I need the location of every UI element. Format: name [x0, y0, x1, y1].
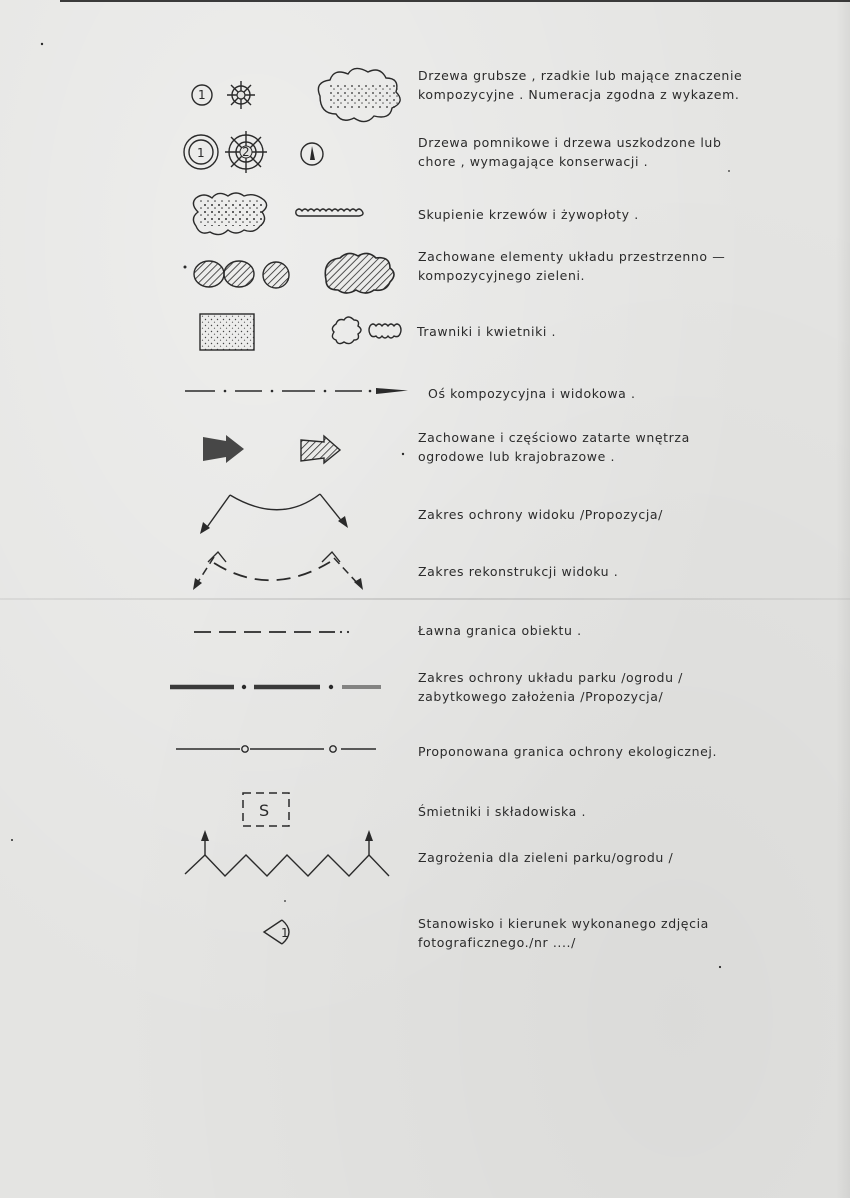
legend-text-ecological-boundary: Proponowana granica ochrony ekologicznej. — [418, 744, 718, 759]
legend-text-monument-trees: Drzewa pomnikowe i drzewa uszkodzone lub chore , wymagające konserwacji . — [418, 135, 722, 169]
dash-dot-arrow-icon — [185, 388, 408, 394]
dump-letter-label: S — [259, 801, 270, 820]
scan-speck — [11, 839, 13, 841]
legend-text-park-protection: Zakres ochrony układu parku /ogrodu / zabytkowego założenia /Propozycja/ — [418, 670, 683, 704]
legend-text-axis: Oś kompozycyjna i widokowa . — [428, 386, 636, 401]
thick-dash-dot-line-icon — [170, 685, 381, 689]
legend-text-shrubs-hedges: Skupienie krzewów i żywopłoty . — [418, 207, 639, 222]
legend-text-photo-position: Stanowisko i kierunek wykonanego zdjęcia fotograficznego./nr ..../ — [418, 916, 709, 950]
damaged-number-label: 2 — [242, 145, 250, 159]
filled-arrows-icon — [203, 435, 404, 463]
zigzag-arrows-icon — [185, 830, 389, 876]
curved-arrow-icon — [200, 494, 348, 534]
legend-text-lawns-flowerbeds: Trawniki i kwietniki . — [417, 324, 557, 339]
scan-speck — [284, 900, 286, 902]
double-circle-tree-icon — [184, 131, 323, 173]
dotted-rectangle-icon — [200, 314, 401, 350]
line-with-circles-icon — [176, 746, 376, 752]
legend-text-preserved-greenery: Zachowane elementy układu przestrzenno — kompozycyjnego zieleni. — [418, 249, 726, 283]
scan-speck — [719, 966, 721, 968]
dashed-line-icon — [194, 631, 349, 633]
legend-text-dumps: Śmietniki i składowiska . — [418, 804, 587, 819]
tree-number-label: 1 — [198, 88, 206, 102]
dashed-square-s-icon — [243, 793, 289, 826]
monument-number-label: 1 — [197, 146, 205, 160]
dashed-curved-arrow-icon — [193, 552, 363, 590]
legend-text-object-boundary: Ławna granica obiektu . — [418, 623, 582, 638]
legend-text-view-reconstruction: Zakres rekonstrukcji widoku . — [418, 564, 619, 579]
legend-text-threats: Zagrożenia dla zieleni parku/ogrodu / — [418, 850, 674, 865]
legend-text-view-protection: Zakres ochrony widoku /Propozycja/ — [418, 507, 663, 522]
scan-speck — [41, 43, 43, 45]
tree-circles-and-cloud-icon — [192, 68, 400, 121]
legend-text-interiors: Zachowane i częściowo zatarte wnętrza ogrodowe lub krajobrazowe . — [418, 430, 690, 464]
photo-direction-icon — [264, 920, 289, 944]
shrub-cluster-icon — [193, 193, 363, 235]
hatched-ovals-icon — [184, 253, 395, 293]
legend-text-trees-compositional: Drzewa grubsze , rzadkie lub mające znaczenie kompozycyjne . Numeracja zgodna z wykazem. — [418, 68, 743, 102]
photo-number-label: 1 — [281, 926, 289, 940]
